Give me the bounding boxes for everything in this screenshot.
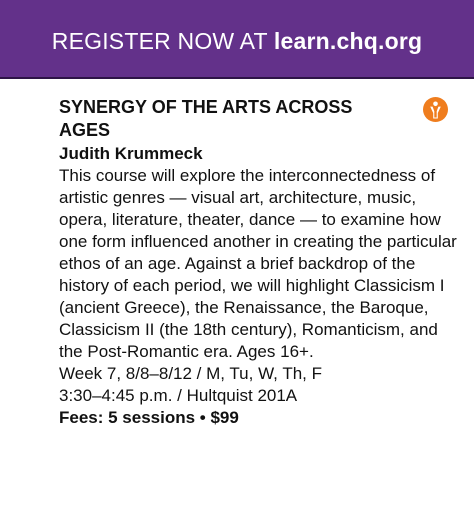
- course-fees: Fees: 5 sessions • $99: [59, 408, 239, 427]
- banner-prefix: REGISTER NOW AT: [51, 28, 274, 54]
- course-schedule: Week 7, 8/8–8/12 / M, Tu, W, Th, F: [59, 364, 322, 383]
- register-banner: [0, 0, 474, 79]
- banner-text: [0, 27, 474, 55]
- course-description: This course will explore the interconnectedness of artistic genres — visual art, architecture, music, opera, literature, theater, dance — to examine how one form influenced another in creating the particular ethos of an age. Against a brief backdrop of the history of each period, we will highlight Classicism I (ancient Greece), the Renaissance, the Baroque, Classicism II (the 18th century), Romanticism, and the Post-Romantic era. Ages 16+.: [59, 166, 457, 361]
- course-time-location: 3:30–4:45 p.m. / Hultquist 201A: [59, 386, 298, 405]
- banner-url-link[interactable]: learn.chq.org: [273, 28, 423, 54]
- course-listing: [59, 96, 459, 429]
- course-title: SYNERGY OF THE ARTS ACROSS AGES: [59, 97, 353, 140]
- course-instructor: Judith Krummeck: [59, 144, 203, 163]
